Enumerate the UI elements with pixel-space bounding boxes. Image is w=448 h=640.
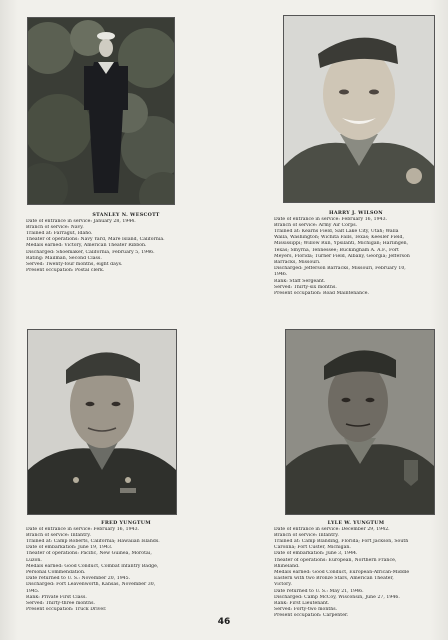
wescott-bio-line: Theater of operations: Navy Yard, Mare Island, California.	[26, 237, 165, 243]
lyle-bio-line: Date of embarkation: June 3, 1944.	[274, 551, 358, 557]
fred-bio-line: Trained at: Camp Roberts, California; Hawaiian Islands.	[26, 539, 160, 544]
fred-bio-line: Date returned to U. S.: November 20, 1945.	[26, 576, 131, 582]
wilson-photo	[284, 16, 434, 202]
fred-bio-line: Served: Thirty-three months.	[26, 601, 96, 607]
wilson-bio-line: Barracks, Missouri.	[274, 260, 321, 266]
wescott-bio-line: Date of entrance in service: January 28, 1944.	[26, 218, 136, 224]
wescott-bio	[26, 212, 226, 274]
lyle-bio-line: Medals earned: Good Conduct, European-African-Middle	[274, 570, 410, 576]
lyle-portrait	[286, 330, 434, 514]
wilson-bio-line: Date of entrance in service: February 16, 1943.	[274, 216, 388, 222]
lyle-bio-line: Theater of operations: European, Northern France,	[274, 557, 397, 563]
lyle-bio-line: Rank: First Lieutenant.	[274, 601, 330, 607]
fred-bio-line: Date of entrance in service: February 16, 1943.	[26, 526, 140, 532]
wescott-bio-line: Discharged: Shoemaker, California, February 5, 1946.	[26, 249, 155, 255]
fred-bio	[26, 520, 226, 613]
fred-bio-line: Personal Commendation.	[26, 570, 86, 576]
wilson-bio-line: Texas; Smyrna, Tennessee; Buckingham A. A.F., Fort	[274, 247, 399, 253]
lyle-bio-line: Present occupation: Carpenter.	[274, 613, 349, 619]
wescott-bio-line: Served: Twenty-four months, eight days.	[26, 262, 123, 268]
wilson-bio-line: Served: Thirty-six months.	[274, 284, 337, 290]
lyle-bio-line: Date of entrance in service: December 29, 1942.	[274, 526, 390, 532]
fred-name: FRED YUNGTUM	[101, 520, 151, 526]
fred-bio-line: Luzon.	[26, 557, 42, 563]
wilson-name: HARRY J. WILSON	[329, 210, 383, 216]
wilson-bio-line: Walla, Washington; Wichita Falls, Texas; Keesler Field,	[274, 235, 405, 241]
wilson-bio-line: 1946.	[274, 272, 288, 278]
wescott-bio-line: Present occupation: Postal clerk.	[26, 268, 105, 274]
wilson-bio-line: Present occupation: Road Maintenance.	[274, 291, 369, 297]
fred-bio-line: Medals earned: Good Conduct, Combat Infantry Badge,	[26, 563, 159, 569]
fred-bio-line: Discharged: Fort Leavenworth, Kansas, November 30,	[26, 582, 156, 588]
fred-bio-line: Theater of operations: Pacific, New Guinea, Morotai,	[26, 551, 152, 557]
wescott-bio-line: Trained at: Farragut, Idaho.	[26, 231, 93, 236]
fred-bio-line: Date of embarkation: June 19, 1943.	[26, 545, 113, 551]
lyle-bio	[274, 520, 438, 620]
wescott-portrait	[28, 18, 174, 204]
lyle-bio-line: Date returned to U. S.: May 21, 1946.	[274, 588, 364, 594]
wescott-photo	[28, 18, 174, 204]
wilson-bio-line: Trained at: Kearns Field, Salt Lake City, Utah; Walla	[274, 229, 399, 234]
wilson-bio-line: Mississippi; Willow Run, Ypsilanti, Michigan; Harlingen,	[274, 241, 409, 247]
lyle-bio-line: Branch of service: Infantry.	[274, 532, 339, 538]
lyle-bio-line: Rhineland.	[274, 563, 300, 569]
wilson-bio-line: Discharged: Jefferson Barracks, Missouri, February 10,	[274, 266, 406, 272]
wilson-bio-line: Rank: Staff Sergeant.	[274, 278, 326, 284]
wilson-bio-line: Branch of service: Army Air Corps.	[274, 222, 358, 228]
lyle-bio-line: Eastern with two Bronze Stars, American Theater,	[274, 576, 394, 582]
wilson-portrait	[284, 16, 434, 202]
lyle-bio-line: Carolina; Fort Custer, Michigan.	[274, 545, 351, 551]
wescott-bio-line: Rating: Mailman, Second Class.	[26, 255, 102, 261]
wescott-bio-line: Medals earned: Victory, American Theater Ribbon.	[26, 243, 147, 249]
lyle-bio-line: Trained at: Camp Blanding, Florida; Fort Jackson, South	[274, 539, 409, 544]
lyle-bio-line: Served: Forty-two months.	[274, 607, 338, 613]
wescott-name: STANLEY N. WESCOTT	[92, 212, 160, 218]
lyle-name: LYLE W. YUNGTUM	[327, 520, 385, 526]
fred-photo	[28, 330, 176, 514]
lyle-bio-line: Victory.	[274, 582, 292, 588]
wilson-bio-line: Meyers, Florida; Turner Field, Albany, Georgia; Jefferson	[274, 253, 410, 259]
fred-bio-line: Rank: Private First Class.	[26, 594, 87, 600]
fred-bio-line: Branch of service: Infantry.	[26, 532, 91, 538]
fred-portrait	[28, 330, 176, 514]
page-number: 46	[217, 617, 231, 627]
lyle-photo	[286, 330, 434, 514]
fred-bio-line: Present occupation: Truck Driver.	[26, 607, 107, 613]
wescott-bio-line: Branch of service: Navy.	[26, 224, 84, 230]
wilson-bio	[274, 210, 438, 297]
fred-bio-line: 1945.	[26, 588, 40, 594]
lyle-bio-line: Discharged: Camp McCoy, Wisconsin, June 27, 1946.	[274, 594, 400, 600]
